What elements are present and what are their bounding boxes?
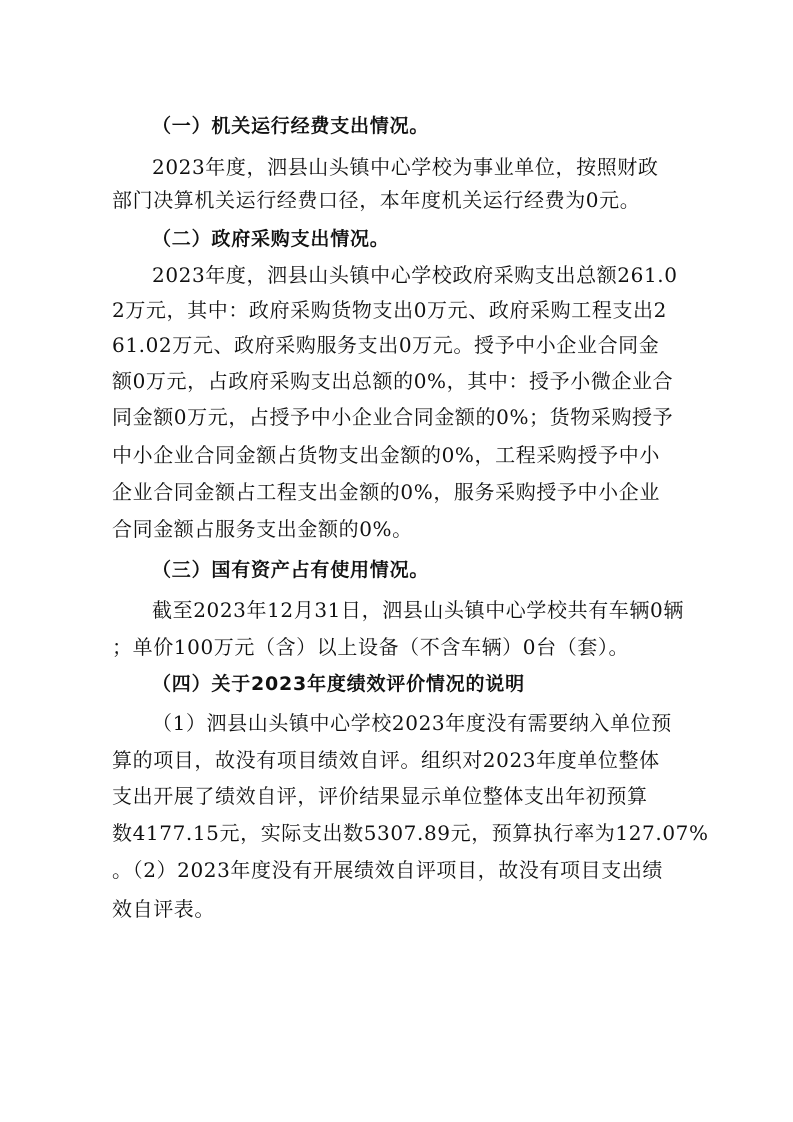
paragraph-line: 。（2）2023年度没有开展绩效自评项目，故没有项目支出绩 xyxy=(112,858,664,882)
section-heading-3: （三）国有资产占有使用情况。 xyxy=(152,559,430,581)
section-heading-2: （二）政府采购支出情况。 xyxy=(152,228,390,250)
paragraph-line: 算的项目，故没有项目绩效自评。组织对2023年度单位整体 xyxy=(112,748,660,772)
section-heading-4: （四）关于2023年度绩效评价情况的说明 xyxy=(152,673,525,695)
paragraph-line: 2023年度，泗县山头镇中心学校政府采购支出总额261.0 xyxy=(152,263,678,287)
paragraph-line: 中小企业合同金额占货物支出金额的0%，工程采购授予中小 xyxy=(112,443,660,467)
paragraph-line: （1）泗县山头镇中心学校2023年度没有需要纳入单位预 xyxy=(152,711,672,735)
paragraph-line: 61.02万元、政府采购服务支出0万元。授予中小企业合同金 xyxy=(112,333,660,357)
paragraph-line: 部门决算机关运行经费口径，本年度机关运行经费为0元。 xyxy=(112,188,641,212)
paragraph-line: 支出开展了绩效自评，评价结果显示单位整体支出年初预算 xyxy=(112,784,648,808)
paragraph-line: 企业合同金额占工程支出金额的0%，服务采购授予中小企业 xyxy=(112,480,660,504)
paragraph-line: 同金额0万元，占授予中小企业合同金额的0%；货物采购授予 xyxy=(112,405,674,429)
paragraph-line: 额0万元，占政府采购支出总额的0%，其中：授予小微企业合 xyxy=(112,369,674,393)
paragraph-line: 数4177.15元，实际支出数5307.89元，预算执行率为127.07% xyxy=(112,821,709,845)
paragraph-line: 2023年度，泗县山头镇中心学校为事业单位，按照财政 xyxy=(152,155,659,179)
paragraph-line: 截至2023年12月31日，泗县山头镇中心学校共有车辆0辆 xyxy=(152,598,684,622)
paragraph-line: 效自评表。 xyxy=(112,897,215,921)
paragraph-line: ；单价100万元（含）以上设备（不含车辆）0台（套）。 xyxy=(112,635,630,659)
paragraph-line: 2万元，其中：政府采购货物支出0万元、政府采购工程支出2 xyxy=(112,298,667,322)
section-heading-1: （一）机关运行经费支出情况。 xyxy=(152,115,430,137)
paragraph-line: 合同金额占服务支出金额的0%。 xyxy=(112,517,413,541)
